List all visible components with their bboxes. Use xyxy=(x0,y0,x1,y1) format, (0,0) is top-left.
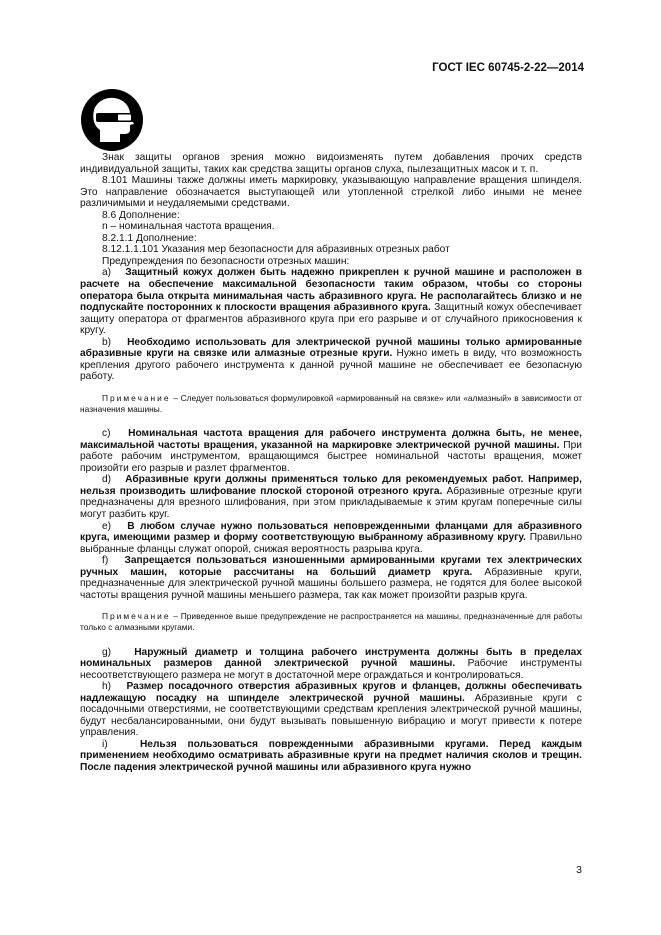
item-marker: d) xyxy=(102,474,112,486)
item-warning: Абразивные круги должны применяться только для рекомендуемых работ. Например, нельзя производить шлифование плоской стороной отрезного круга. xyxy=(80,474,582,497)
item-text: Абразивные отрезные круги предназначены для врезного шлифования, при этом прикладываемые к этим кругам поперечные силы могут разбить круг. xyxy=(80,485,582,520)
item-warning: В любом случае нужно пользоваться неповрежденными фланцами для абразивного круга, имеющими размер и форму соответствующую выбранному абразивному кругу. xyxy=(80,520,582,544)
list-item-f xyxy=(80,555,582,601)
item-warning: Нельзя пользоваться поврежденными абразивными кругами. Перед каждым применением необходимо осматривать абразивные круги на предмет наличия сколов и трещин. После падения электрической ручной машины или абразивного круга нужно xyxy=(80,738,582,773)
document-body xyxy=(80,152,582,774)
list-item-g xyxy=(80,647,582,682)
eye-protection-sign-icon xyxy=(80,88,144,152)
item-marker: i) xyxy=(102,738,108,750)
paragraph: 8.101 Машины также должны иметь маркировку, указывающую направление вращения шпинделя. Это направление обозначается выступающей или утопленной стрелкой либо иными не менее различимыми и неудаляемыми средствами. xyxy=(80,175,582,210)
item-marker: h) xyxy=(102,681,112,693)
item-marker: f) xyxy=(102,555,109,567)
item-warning: Наружный диаметр и толщина рабочего инструмента должны быть в пределах номинальных размеров данной электрической ручной машины. xyxy=(80,646,582,670)
item-marker: c) xyxy=(102,428,111,440)
list-item-i xyxy=(80,739,582,774)
paragraph: 8.12.1.1.101 Указания мер безопасности для абразивных отрезных работ xyxy=(102,244,450,256)
item-warning: Запрещается пользоваться изношенными армированными кругами тех электрических ручных машин, которые рассчитаны на больший диаметр круга. xyxy=(80,555,582,578)
note-text: – Следует пользоваться формулировкой «армированный на связке» или «алмазный» в зависимости от назначения машины. xyxy=(80,392,583,414)
item-warning: Защитный кожух должен быть надежно прикреплен к ручной машине и расположен в расчете на обеспечение максимальной безопасности таким образом, чтобы со стороны оператора была открыта минимальная часть абразивного круга. Не располагайтесь близко и не подпускайте посторонних к плоскости вращения абразивного круга. xyxy=(80,267,582,314)
list-item-a xyxy=(80,267,582,336)
item-marker: b) xyxy=(102,336,112,348)
item-marker: e) xyxy=(102,520,112,532)
item-text: Защитный кожух обеспечивает защиту оператора от фрагментов абразивного круга при его разрыве и от случайного прикосновения к кругу. xyxy=(80,302,582,337)
item-text: При работе рабочим инструментом, вращающимся быстрее номинальной частоты вращения, может произойти его разрыв и разлет фрагментов. xyxy=(80,439,582,474)
paragraph: Предупреждения по безопасности отрезных машин: xyxy=(102,255,350,267)
note-label: Примечание xyxy=(102,611,171,622)
note-label: Примечание xyxy=(102,392,171,403)
paragraph: 8.2.1.1 Дополнение: xyxy=(102,232,197,244)
list-item-e xyxy=(80,521,582,556)
item-text: Нужно иметь в виду, что возможность крепления другого рабочего инструмента к данной ручной машине не обеспечивает ее безопасную работу. xyxy=(80,348,582,383)
item-text: Абразивные круги с посадочными отверстиями, не соответствующими средствам крепления электрической ручной машины, будут несбалансированными, они будут вызывать повышенную вибрацию и могут привести к потере управления. xyxy=(80,692,582,739)
note xyxy=(80,611,582,632)
item-marker: g) xyxy=(102,646,112,658)
paragraph: Знак защиты органов зрения можно видоизменять путем добавления прочих средств индивидуальной защиты, таких как средства защиты органов слуха, пылезащитных масок и т. п. xyxy=(80,152,582,175)
note-text: – Приведенное выше предупреждение не распространяется на машины, предназначенные для работы только с алмазными кругами. xyxy=(80,611,582,632)
item-text: Правильно выбранные фланцы служат опорой, снижая вероятность разрыва круга. xyxy=(80,532,582,555)
item-marker: a) xyxy=(102,267,112,279)
list-item-c xyxy=(80,428,582,474)
list-item-h xyxy=(80,681,582,739)
item-text: Рабочие инструменты несоответствующего размера не могут в достаточной мере ограждаться и контролироваться. xyxy=(80,658,582,681)
paragraph: n – номинальная частота вращения. xyxy=(102,221,275,233)
page-number: 3 xyxy=(576,864,582,876)
note xyxy=(80,393,582,414)
paragraph: 8.6 Дополнение: xyxy=(102,209,180,221)
list-item-b xyxy=(80,337,582,383)
item-text: Абразивные круги, предназначенные для электрической ручной машины большего размера, не годятся для более высокой частоты вращения ручной машины меньшего размера, так как может произойти разрыв круга. xyxy=(80,566,582,601)
item-warning: Размер посадочного отверстия абразивных кругов и фланцев, должны обеспечивать надлежащую посадку на шпинделе электрической ручной машины. xyxy=(80,681,582,704)
document-id-header: ГОСТ IEC 60745-2-22—2014 xyxy=(432,62,584,74)
item-warning: Необходимо использовать для электрической ручной машины только армированные абразивные круги на связке или алмазные отрезные круги. xyxy=(80,336,583,360)
item-warning: Номинальная частота вращения для рабочего инструмента должна быть, не менее, максимальной частоты вращения, указанной на маркировке электрической ручной машины. xyxy=(80,428,582,451)
list-item-d xyxy=(80,474,582,520)
